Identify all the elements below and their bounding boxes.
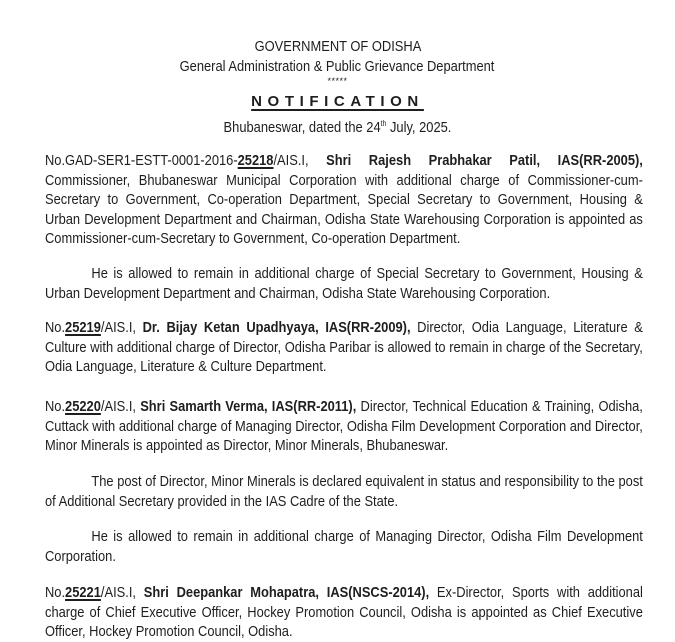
dateline-text: [224, 119, 452, 136]
order-note-text: He is allowed to remain in additional charge of Special Secretary to Government, Housing & Urban Development Department and Chairman, Odisha State Warehousing Corporation.: [45, 265, 643, 302]
order-body: Ex-Director, Sports with additional charge of Chief Executive Officer, Hockey Promotion Council, Odisha is appointed as Chief Executive Officer, Hockey Promotion Council, Odisha.: [45, 584, 643, 641]
order-body: Director, Technical Education & Training, Odisha, Cuttack with additional charge of Managing Director, Odisha Film Development Corporation and Director, Minor Minerals is appointed as Director, Minor Minerals, Bhubaneswar.: [45, 398, 643, 455]
order-note: [45, 527, 643, 566]
order-paragraph: [45, 318, 643, 377]
order-prefix: No.: [45, 319, 66, 336]
order-suffix: /AIS.I,: [100, 319, 143, 336]
order-prefix: No.: [45, 398, 66, 415]
order-paragraph: [45, 151, 643, 249]
order-number: 25220: [65, 398, 101, 415]
order-number: 25219: [65, 319, 101, 336]
officer-name: Shri Samarth Verma, IAS(RR-2011),: [140, 398, 357, 415]
date-superscript: th: [380, 119, 387, 128]
order-note-text: He is allowed to remain in additional charge of Managing Director, Odisha Film Development Corporation.: [45, 528, 643, 565]
separator-stars: *****: [327, 76, 348, 86]
notification-title-text: NOTIFICATION: [251, 93, 424, 110]
department-heading: [0, 58, 675, 75]
order-paragraph: [45, 583, 643, 642]
order-body: Commissioner, Bhubaneswar Municipal Corporation with additional charge of Commissioner-cum-Secretary to Government, Co-operation Department, Special Secretary to Government, Housing & Urban Development Department and Chairman, Odisha State Warehousing Corporation is appointed as Commissioner-cum-Secretary to Government, Co-operation Department.: [45, 171, 643, 248]
order-body: Director, Odia Language, Literature & Culture with additional charge of Director, Odisha Paribar is allowed to remain in charge of the Secretary, Odia Language, Literature & Culture Department.: [45, 319, 643, 376]
order-number: 25221: [65, 584, 101, 601]
order-prefix: No.GAD-SER1-ESTT-0001-2016-: [45, 152, 238, 169]
officer-name: Shri Deepankar Mohapatra, IAS(NSCS-2014),: [143, 584, 430, 601]
date-suffix: July, 2025.: [386, 119, 452, 136]
order-note-text: The post of Director, Minor Minerals is declared equivalent in status and responsibility to the post of Additional Secretary provided in the IAS Cadre of the State.: [45, 473, 643, 510]
dateline: [0, 119, 675, 136]
officer-name: Dr. Bijay Ketan Upadhyaya, IAS(RR-2009),: [142, 319, 411, 336]
notification-title: [0, 93, 675, 110]
order-suffix: /AIS.I,: [273, 152, 327, 169]
government-heading-text: GOVERNMENT OF ODISHA: [254, 38, 421, 55]
order-prefix: No.: [45, 584, 66, 601]
order-suffix: /AIS.I,: [100, 398, 141, 415]
order-suffix: /AIS.I,: [100, 584, 144, 601]
officer-name: Shri Rajesh Prabhakar Patil, IAS(RR-2005),: [326, 152, 643, 169]
order-paragraph: [45, 397, 643, 456]
department-heading-text: General Administration & Public Grievance Department: [180, 58, 495, 75]
date-prefix: Bhubaneswar, dated the 24: [223, 119, 381, 136]
order-number: 25218: [237, 152, 274, 169]
order-note: [45, 264, 643, 303]
order-text: [45, 397, 643, 456]
government-heading: [0, 38, 675, 55]
order-text: [45, 583, 643, 642]
order-note: [45, 472, 643, 511]
order-text: [45, 151, 643, 249]
order-text: [45, 318, 643, 377]
